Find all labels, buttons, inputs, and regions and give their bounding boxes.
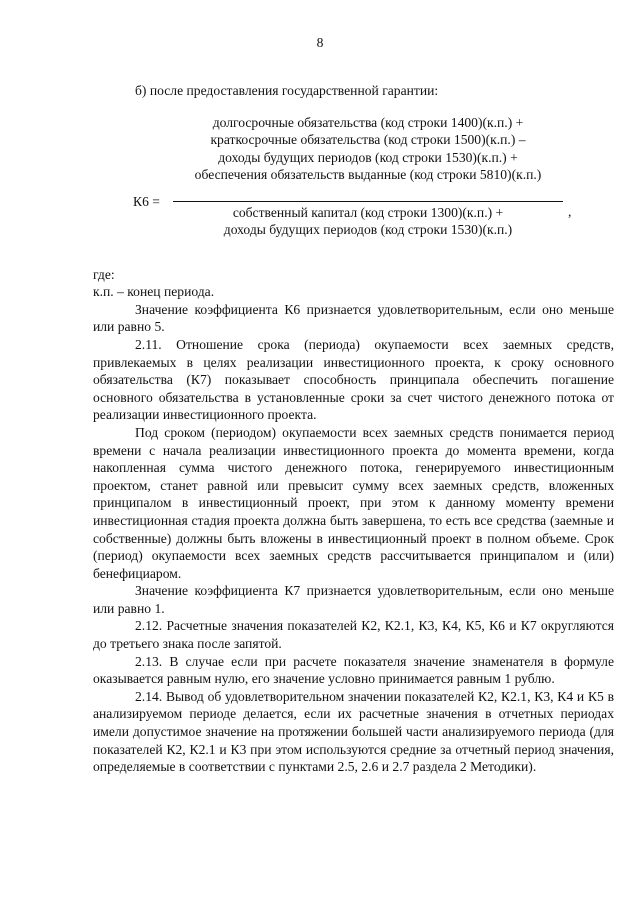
formula-denominator <box>173 204 563 239</box>
fraction-bar <box>173 201 563 202</box>
numerator-line: долгосрочные обязательства (код строки 1400)(к.п.) + <box>212 114 524 130</box>
denominator-line: собственный капитал (код строки 1300)(к.п.) + <box>232 204 504 220</box>
paragraph-2-12: 2.12. Расчетные значения показателей К2, К2.1, К3, К4, К5, К6 и К7 округляются до третьего знака после запятой. <box>93 618 614 652</box>
denominator-line: доходы будущих периодов (код строки 1530)(к.п.) <box>223 222 513 238</box>
page-content <box>93 82 614 776</box>
paragraph-payback-definition: Под сроком (периодом) окупаемости всех заемных средств понимается период времени с начала реализации инвестиционного проекта до момента времени, когда накопленная сумма чистого денежного потока, генерируемого инвестиционным проектом, станет равной или превысит сумму всех заемных средств, вложенных принципалом в инвестиционный проект, при этом к данному моменту времени инвестиционная стадия проекта должна быть завершена, то есть все средства (заемные и собственные) должны быть вложены в инвестиционный проект в полном объеме. Срок (период) окупаемости всех заемных средств рассчитывается принципалом и (или) бенефициаром. <box>93 424 614 581</box>
formula-numerator <box>173 114 563 184</box>
kp-definition: к.п. – конец периода. <box>93 284 215 300</box>
where-label: где: <box>93 266 115 282</box>
paragraph-2-13: 2.13. В случае если при расчете показателя значение знаменателя в формуле оказывается равным нулю, его значение условно принимается равным 1 рублю. <box>93 653 614 687</box>
paragraph-k6-value: Значение коэффициента К6 признается удовлетворительным, если оно меньше или равно 5. <box>93 301 614 335</box>
paragraph-2-14: 2.14. Вывод об удовлетворительном значении показателей К2, К2.1, К3, К4 и К5 в анализируемом периоде делается, если их расчетные значения в отчетных периодах имели допустимое значение на протяжении большей части анализируемого периода (для показателей К2, К2.1 и К3 при этом используются средние за отчетный период значения, определяемые в соответствии с пунктами 2.5, 2.6 и 2.7 раздела 2 Методики). <box>93 688 614 775</box>
paragraph-2-11: 2.11. Отношение срока (периода) окупаемости всех заемных средств, привлекаемых в целях реализации инвестиционного проекта, к сроку основного обязательства (К7) показывает способность принципала обеспечить погашение основного обязательства в установленные сроки за счет чистого денежного потока от реализации инвестиционного проекта. <box>93 336 614 423</box>
intro-line: б) после предоставления государственной гарантии: <box>135 83 439 98</box>
formula-lhs: К6 = <box>133 193 160 209</box>
numerator-line: обеспечения обязательств выданные (код строки 5810)(к.п.) <box>194 167 542 183</box>
page-number: 8 <box>316 35 324 50</box>
numerator-line: краткосрочные обязательства (код строки 1500)(к.п.) – <box>210 132 526 148</box>
numerator-line: доходы будущих периодов (код строки 1530)(к.п.) + <box>218 149 518 165</box>
paragraph-k7-value: Значение коэффициента К7 признается удовлетворительным, если оно меньше или равно 1. <box>93 583 614 616</box>
formula-comma: , <box>568 203 572 219</box>
k6-formula <box>93 114 614 246</box>
